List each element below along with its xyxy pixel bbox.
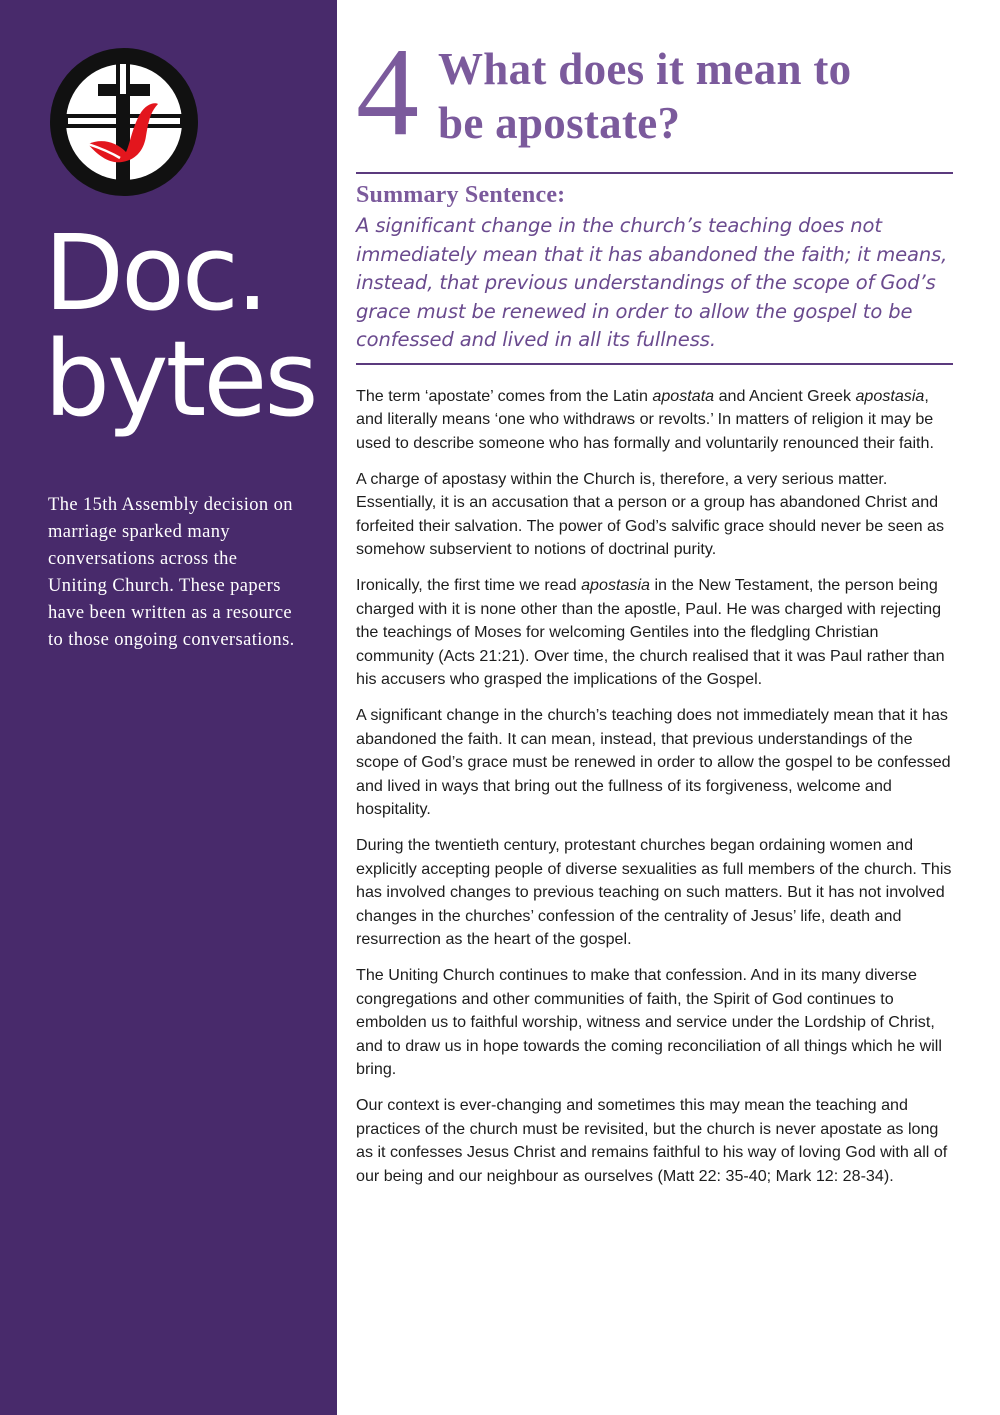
text-run: The term ‘apostate’ comes from the Latin bbox=[356, 386, 653, 405]
intro-text: The 15th Assembly decision on marriage sparked many conversations across the Uniting Church. These papers have been written as a resource to those ongoing conversations. bbox=[48, 495, 295, 650]
title-line-1: What does it mean to bbox=[438, 44, 852, 94]
document-title bbox=[438, 42, 851, 150]
paragraph-6: The Uniting Church continues to make that confession. And in its many diverse congregations and other communities of faith, the Spirit of God continues to embolden us to faithful worship, witness and service under the Lordship of Christ, and to draw us in hope towards the coming reconciliation of all things which he will bring. bbox=[356, 966, 942, 1078]
divider-top bbox=[356, 172, 953, 174]
text-run: and Ancient Greek bbox=[714, 386, 856, 405]
greek-term: apostasia bbox=[581, 576, 650, 594]
text-run: , and literally means ‘one who withdraws or revolts.’ In matters of religion it may be used to describe someone who has formally and voluntarily renounced their faith. bbox=[356, 386, 934, 452]
paragraph-3 bbox=[356, 574, 952, 692]
brand-title bbox=[44, 212, 316, 440]
text-run: Ironically, the first time we read bbox=[356, 576, 582, 594]
main-content bbox=[356, 23, 952, 1201]
latin-term: apostata bbox=[652, 386, 715, 405]
paragraph-2: A charge of apostasy within the Church is, therefore, a very serious matter. Essentially, it is an accusation that a person or a group has abandoned Christ and forfeited their salvation. The power of God’s salvific grace should never be seen as somehow subservient to notions of doctrinal purity. bbox=[356, 469, 945, 558]
paragraph-1 bbox=[356, 385, 952, 456]
document-header bbox=[356, 23, 952, 172]
sidebar bbox=[0, 0, 337, 1415]
paragraph-4: A significant change in the church’s teaching does not immediately mean that it has abandoned the faith. It can mean, instead, that previous understandings of the scope of God’s grace must be renewed in order to allow the gospel to be confessed and lived in ways that bring out the fullness of its forgiveness, welcome and hospitality. bbox=[356, 706, 951, 818]
summary-text: A significant change in the church’s teaching does not immediately mean that it has abandoned the faith; it means, instead, that previous understandings of the scope of God’s grace must be renewed in order to allow the gospel to be confessed and lived in all its fullness. bbox=[356, 214, 948, 351]
divider-bottom bbox=[356, 363, 953, 365]
title-line-2: be apostate? bbox=[438, 98, 681, 148]
brand-line-2: bytes bbox=[44, 318, 316, 440]
summary-label: Summary Sentence: bbox=[356, 182, 566, 208]
brand-line-1: Doc. bbox=[44, 212, 266, 334]
body-text bbox=[356, 385, 952, 1189]
paragraph-5: During the twentieth century, protestant churches began ordaining women and explicitly accepting people of diverse sexualities as full members of the church. This has involved changes to previous teaching on such matters. But it has not involved changes in the churches’ confession of the centrality of Jesus’ life, death and resurrection as the heart of the gospel. bbox=[356, 836, 952, 948]
uniting-church-logo-icon bbox=[50, 48, 198, 196]
greek-term: apostasia bbox=[855, 386, 925, 405]
document-number: 4 bbox=[356, 23, 419, 162]
text-run: in the New Testament, the person being charged with it is none other than the apostle, Paul. He was charged with rejecting the teachings of Moses for welcoming Gentiles into the fledgling Christian community (Acts 21:21). Over time, the church realised that it was Paul rather than his accusers who grasped the implications of the Gospel. bbox=[356, 576, 945, 688]
paragraph-7: Our context is ever-changing and sometimes this may mean the teaching and practices of the church must be revisited, but the church is never apostate as long as it confesses Jesus Christ and remains faithful to his way of loving God with all of our being and our neighbour as ourselves (Matt 22: 35-40; Mark 12: 28-34). bbox=[356, 1096, 948, 1185]
